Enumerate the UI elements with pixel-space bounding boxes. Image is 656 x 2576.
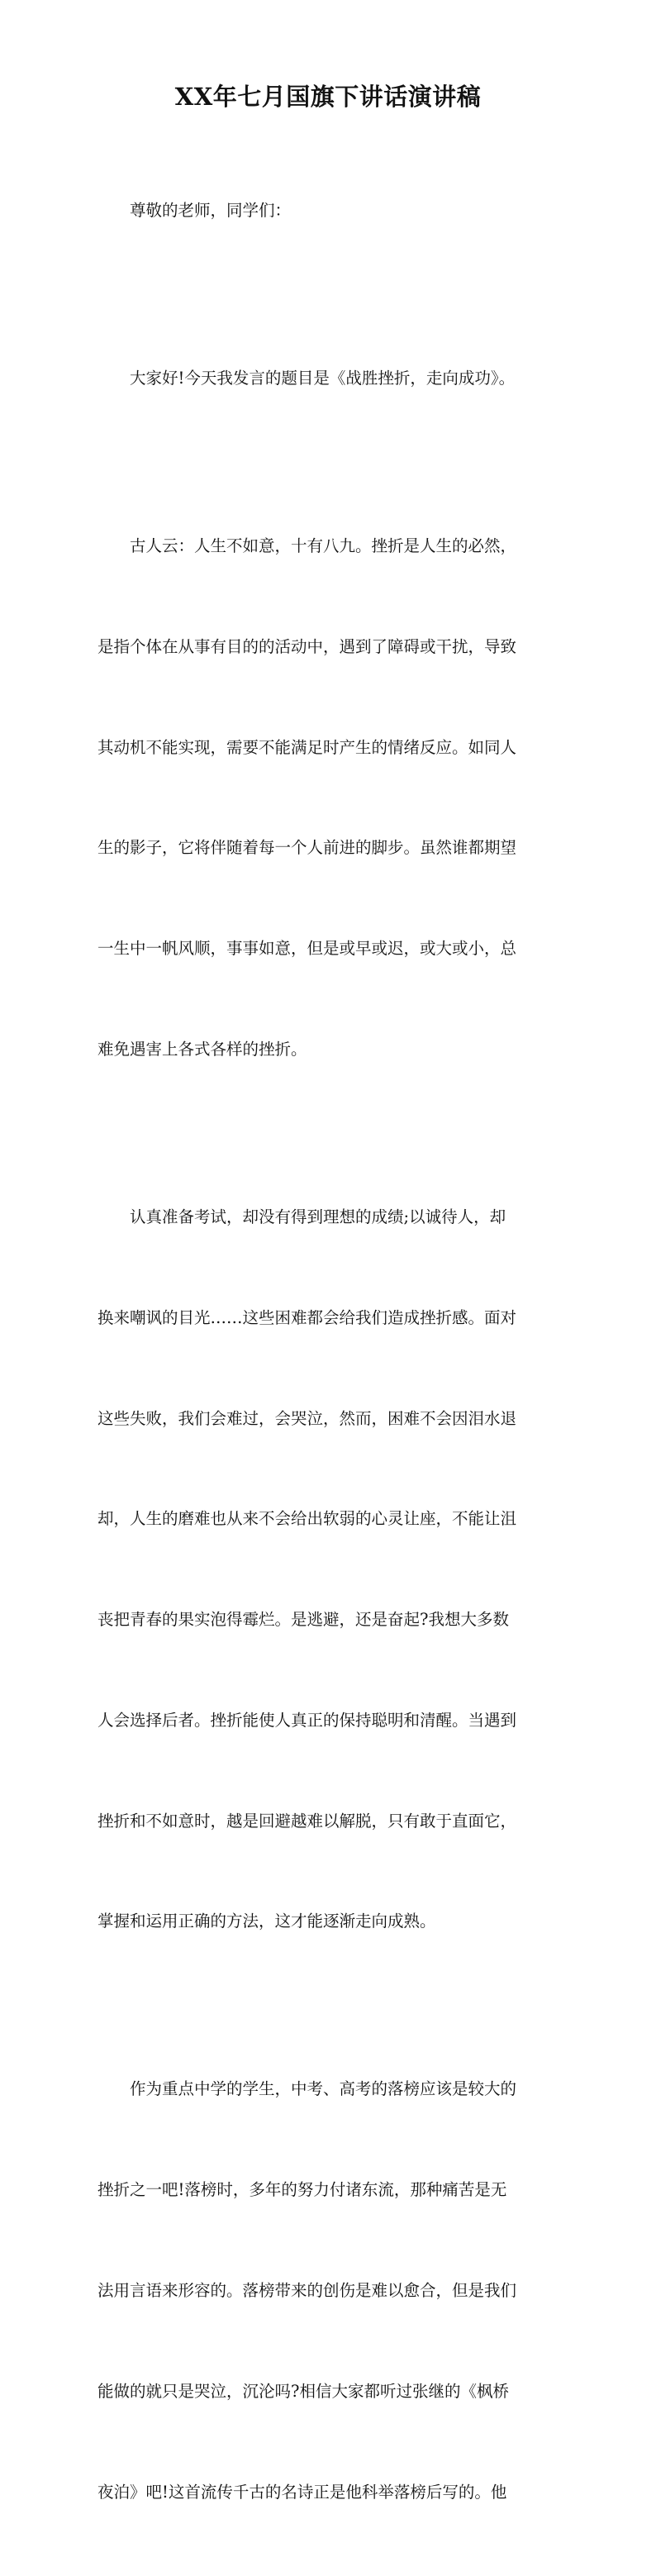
paragraph: [97, 1134, 568, 2006]
text-line: 夜泊》吧!这首流传千古的名诗正是他科举落榜后写的。他: [97, 2482, 507, 2502]
document-body: [97, 127, 568, 2576]
text-line: 掌握和运用正确的方法，这才能逐渐走向成熟。: [97, 1912, 436, 1931]
text-line: 这些失败，我们会难过，会哭泣，然而，困难不会因泪水退: [97, 1408, 517, 1428]
text-line: 挫折之一吧!落榜时，多年的努力付诸东流，那种痛苦是无: [97, 2180, 507, 2200]
text-line: 生的影子，它将伴随着每一个人前进的脚步。虽然谁都期望: [97, 838, 517, 858]
document-title: XX年七月国旗下讲话演讲稿: [174, 83, 482, 111]
text-line: 却，人生的磨难也从来不会给出软弱的心灵让座，不能让沮: [97, 1509, 517, 1529]
text-line: 大家好!今天我发言的题目是《战胜挫折，走向成功》。: [130, 369, 516, 388]
text-line: 能做的就只是哭泣，沉沦吗?相信大家都听过张继的《枫桥: [97, 2381, 509, 2401]
text-line: 人会选择后者。挫折能使人真正的保持聪明和清醒。当遇到: [97, 1710, 517, 1730]
text-line: 古人云：人生不如意，十有八九。挫折是人生的必然，: [130, 536, 517, 556]
text-line: 挫折和不如意时，越是回避越难以解脱，只有敢于直面它，: [97, 1811, 517, 1831]
text-line: 是指个体在从事有目的的活动中，遇到了障碍或干扰，导致: [97, 636, 517, 656]
text-line: 认真准备考试，却没有得到理想的成绩;以诚待人，却: [130, 1207, 506, 1226]
text-line: 其动机不能实现，需要不能满足时产生的情绪反应。如同人: [97, 737, 517, 757]
text-line: 换来嘲讽的目光……这些困难都会给我们造成挫折感。面对: [97, 1307, 517, 1327]
paragraph: [97, 127, 568, 295]
text-line: 难免遇害上各式各样的挫折。: [97, 1040, 307, 1059]
text-line: 一生中一帆风顺，事事如意，但是或早或迟，或大或小，总: [97, 939, 517, 959]
text-line: 法用言语来形容的。落榜带来的创伤是难以愈合，但是我们: [97, 2281, 517, 2300]
text-line: 作为重点中学的学生，中考、高考的落榜应该是较大的: [130, 2079, 517, 2099]
paragraph: [97, 463, 568, 1134]
paragraph: [97, 295, 568, 463]
text-line: 尊敬的老师，同学们：: [130, 201, 292, 221]
paragraph: [97, 2006, 568, 2576]
text-line: 丧把青春的果实泡得霉烂。是逃避，还是奋起?我想大多数: [97, 1610, 509, 1630]
